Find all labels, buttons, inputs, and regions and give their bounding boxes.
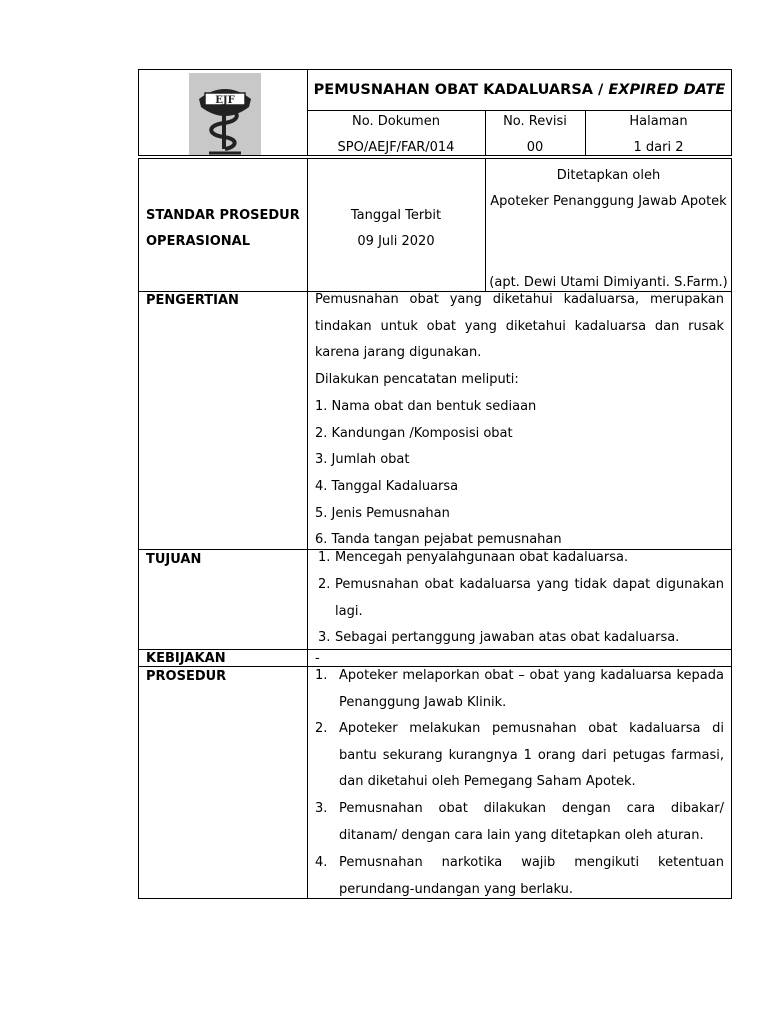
list-item: Mencegah penyalahgunaan obat kadaluarsa. (335, 550, 629, 565)
list-item: 1. Nama obat dan bentuk sediaan (315, 399, 537, 414)
page-value: 1 dari 2 (633, 140, 684, 155)
prosedur-label: PROSEDUR (146, 669, 227, 684)
pharmacy-bowl-icon (189, 73, 261, 155)
issue-date: 09 Juli 2020 (357, 234, 435, 249)
approver-name: (apt. Dewi Utami Dimiyanti. S.Farm.) (489, 275, 728, 290)
approver-role: Apoteker Penanggung Jawab Apotek (490, 194, 727, 209)
list-item-number: 1. (315, 668, 328, 683)
doc-no-value: SPO/AEJF/FAR/014 (337, 140, 455, 155)
list-item: Apoteker melaporkan obat – obat yang kadaluarsa kepada Penanggung Jawab Klinik. (339, 668, 724, 710)
company-logo (189, 73, 261, 155)
approved-by: Ditetapkan oleh (556, 168, 661, 183)
pengertian-intro: Dilakukan pencatatan meliputi: (315, 372, 519, 387)
doc-no-label: No. Dokumen (352, 114, 440, 129)
page-label: Halaman (629, 114, 688, 129)
list-item: 6. Tanda tangan pejabat pemusnahan (315, 532, 562, 547)
kebijakan-value: - (315, 651, 320, 666)
list-item-number: 3. (315, 801, 328, 816)
issue-label: Tanggal Terbit (350, 208, 442, 223)
list-item: Sebagai pertanggung jawaban atas obat kadaluarsa. (335, 630, 680, 645)
tujuan-label: TUJUAN (146, 552, 202, 567)
list-item-number: 2. (315, 721, 328, 736)
list-item-number: 2. (318, 577, 331, 592)
document-title (307, 82, 732, 98)
list-item: Pemusnahan narkotika wajib mengikuti ketentuan perundang-undangan yang berlaku. (339, 855, 724, 897)
list-item: Apoteker melakukan pemusnahan obat kadaluarsa di bantu sekurang kurangnya 1 orang dari petugas farmasi, dan diketahui oleh Pemegang Saham Apotek. (339, 721, 724, 790)
list-item: Pemusnahan obat kadaluarsa yang tidak dapat digunakan lagi. (335, 577, 724, 619)
list-item: 2. Kandungan /Komposisi obat (315, 426, 513, 441)
revision-label: No. Revisi (503, 114, 567, 129)
list-item-number: 1. (318, 550, 331, 565)
sop-label-line1: STANDAR PROSEDUR (146, 208, 300, 223)
list-item: 5. Jenis Pemusnahan (315, 506, 450, 521)
kebijakan-label: KEBIJAKAN (146, 651, 226, 666)
sop-label-line2: OPERASIONAL (146, 234, 251, 249)
list-item-number: 3. (318, 630, 331, 645)
svg-text:EJF: EJF (215, 95, 235, 106)
list-item-number: 4. (315, 855, 328, 870)
pengertian-definition: Pemusnahan obat yang diketahui kadaluarsa, merupakan tindakan untuk obat yang diketahui kadaluarsa dan rusak karena jarang digunakan. (315, 292, 724, 361)
revision-value: 00 (526, 140, 544, 155)
list-item: 4. Tanggal Kadaluarsa (315, 479, 459, 494)
title-italic: EXPIRED DATE (608, 82, 726, 98)
title-main: PEMUSNAHAN OBAT KADALUARSA / (313, 82, 609, 98)
list-item: Pemusnahan obat dilakukan dengan cara dibakar/ ditanam/ dengan cara lain yang ditetapkan oleh aturan. (339, 801, 724, 843)
list-item: 3. Jumlah obat (315, 452, 410, 467)
pengertian-label: PENGERTIAN (146, 293, 239, 308)
